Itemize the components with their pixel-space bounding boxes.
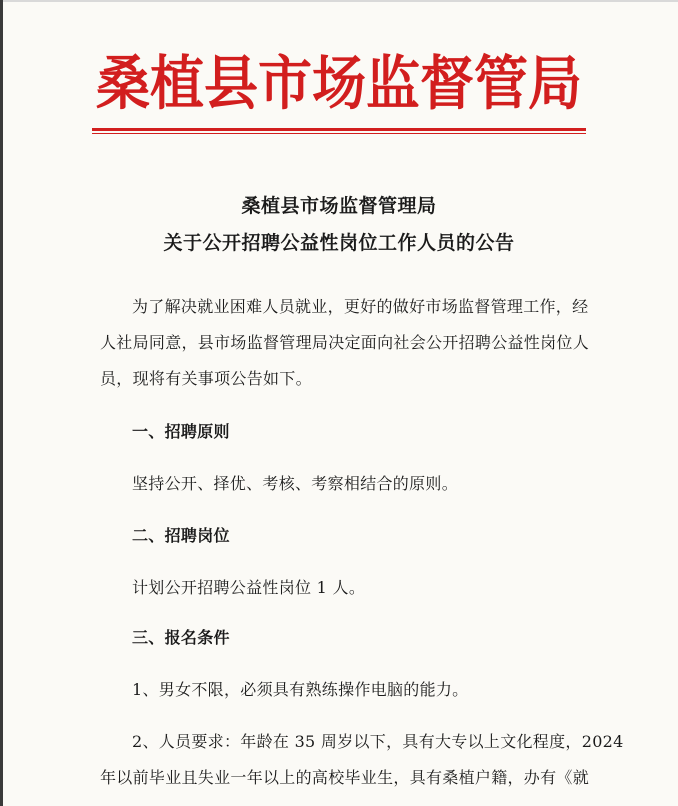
letterhead-red-rule-thin xyxy=(92,133,586,134)
section-3-item-1: 1、男女不限，必须具有熟练操作电脑的能力。 xyxy=(132,680,469,699)
section-3-heading: 三、报名条件 xyxy=(132,628,230,647)
letterhead-org-name: 桑植县市场监督管局 xyxy=(96,48,582,118)
section-2-heading: 二、招聘岗位 xyxy=(132,526,230,545)
document-title-line-1: 桑植县市场监督管理局 xyxy=(241,195,437,217)
page-left-edge xyxy=(0,0,3,806)
intro-paragraph-line-2: 人社局同意，县市场监督管理局决定面向社会公开招聘公益性岗位人 xyxy=(100,333,590,352)
section-1-text: 坚持公开、择优、考核、考察相结合的原则。 xyxy=(132,474,459,493)
letterhead-red-rule-thick xyxy=(92,128,586,131)
intro-paragraph-line-1: 为了解决就业困难人员就业，更好的做好市场监督管理工作，经 xyxy=(132,297,589,316)
document-title-line-2: 关于公开招聘公益性岗位工作人员的公告 xyxy=(163,232,515,254)
section-3-item-2-line-1: 2、人员要求：年龄在 35 周岁以下，具有大专以上文化程度，2024 xyxy=(132,732,624,751)
intro-paragraph-line-3: 员，现将有关事项公告如下。 xyxy=(100,369,312,388)
section-3-item-2-line-2: 年以前毕业且失业一年以上的高校毕业生，具有桑植户籍，办有《就 xyxy=(100,768,590,787)
page-top-edge xyxy=(0,0,678,2)
section-1-heading: 一、招聘原则 xyxy=(132,422,230,441)
section-2-text: 计划公开招聘公益性岗位 1 人。 xyxy=(132,578,366,597)
